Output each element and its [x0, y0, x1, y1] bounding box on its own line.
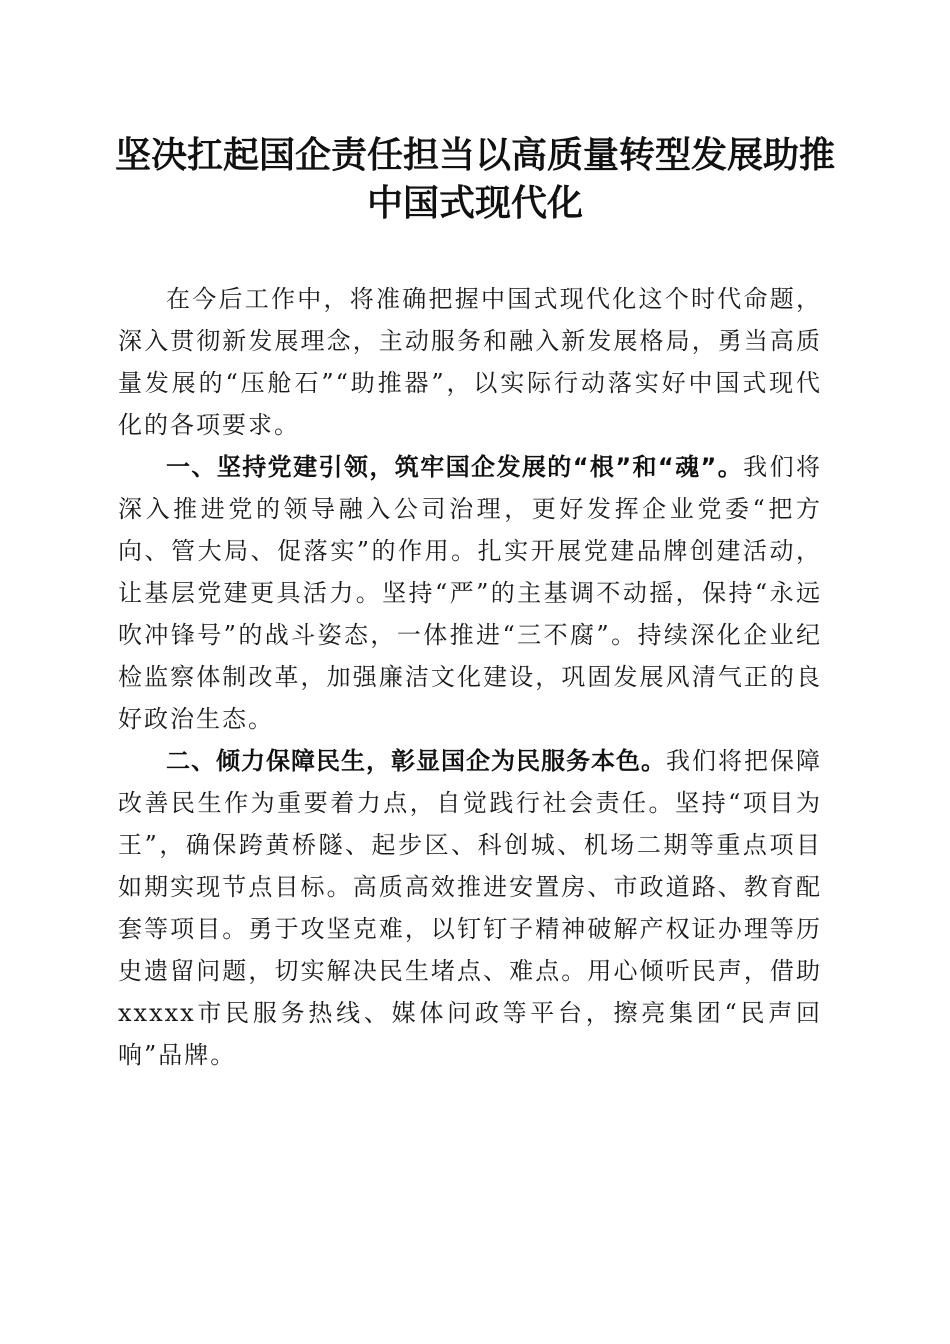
section-1-text: 我们将深入推进党的领导融入公司治理，更好发挥企业党委“把方向、管大局、促落实”的作用。扎实开展党建品牌创建活动，让基层党建更具活力。坚持“严”的主基调不动摇，保持“永远吹冲锋号”的战斗姿态，一体推进“三不腐”。持续深化企业纪检监察体制改革，加强廉洁文化建设，巩固发展风清气正的良好政治生态。: [118, 453, 823, 733]
section-1-paragraph: [118, 446, 822, 740]
title-line-2: 中国式现代化: [366, 183, 583, 224]
section-2-heading: 二、倾力保障民生，彰显国企为民服务本色。: [166, 747, 666, 775]
section-2-text: 我们将把保障改善民生作为重要着力点，自觉践行社会责任。坚持“项目为王”，确保跨黄桥隧、起步区、科创城、机场二期等重点项目如期实现节点目标。高质高效推进安置房、市政道路、教育配套等项目。勇于攻坚克难，以钉钉子精神破解产权证办理等历史遗留问题，切实解决民生堵点、难点。用心倾听民声，借助xxxxx市民服务热线、媒体问政等平台，擦亮集团“民声回响”品牌。: [118, 747, 822, 1069]
document-title: [100, 132, 850, 228]
section-2-paragraph: [118, 740, 822, 1076]
document-body: [118, 278, 822, 1076]
section-1-heading: 一、坚持党建引领，筑牢国企发展的“根”和“魂”。: [166, 453, 744, 481]
title-line-1: 坚决扛起国企责任担当以高质量转型发展助推: [114, 135, 835, 176]
intro-paragraph: 在今后工作中，将准确把握中国式现代化这个时代命题，深入贯彻新发展理念，主动服务和融入新发展格局，勇当高质量发展的“压舱石”“助推器”，以实际行动落实好中国式现代化的各项要求。: [118, 285, 822, 439]
